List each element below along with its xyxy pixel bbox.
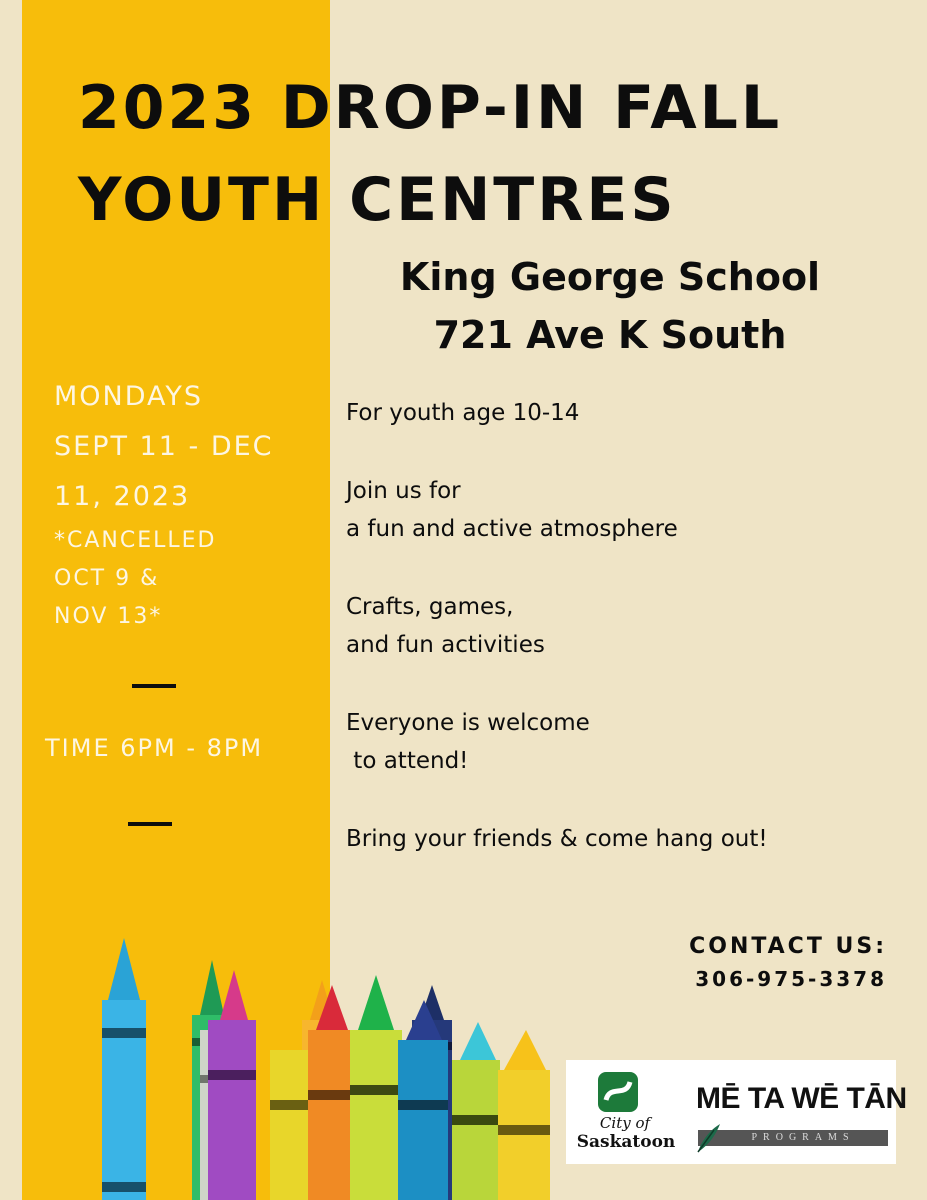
detail-line: Everyone is welcome: [346, 710, 590, 736]
crayon-yellow: [270, 1050, 314, 1200]
divider-dash: [128, 822, 172, 826]
detail-age: [346, 394, 906, 432]
saskatoon-label: Saskatoon: [576, 1132, 676, 1152]
cancellation-note-2: OCT 9 &: [54, 566, 160, 591]
cancellation-note-3: NOV 13*: [54, 604, 163, 629]
metawetan-title: MĒ TA WĒ TĀN: [696, 1082, 907, 1115]
title-line-1: 2023 DROP-IN FALL: [78, 73, 783, 143]
detail-line: to attend!: [346, 748, 469, 774]
crayons-illustration: [80, 930, 560, 1200]
divider-dash: [132, 684, 176, 688]
contact-block: [689, 930, 887, 994]
time-label: TIME 6PM - 8PM: [45, 734, 264, 762]
poster-title: [78, 62, 898, 246]
crayon-blue: [102, 938, 146, 1200]
location-address: 721 Ave K South: [433, 313, 787, 357]
contact-phone: 306-975-3378: [695, 967, 887, 991]
city-of-saskatoon-logo: [566, 1062, 688, 1162]
programs-label: PROGRAMS: [751, 1132, 855, 1143]
location: [360, 248, 860, 364]
cancellation-note-1: *CANCELLED: [54, 528, 217, 553]
city-of-saskatoon-logo-icon: [596, 1070, 640, 1114]
schedule-block: [54, 372, 324, 636]
detail-line: a fun and active atmosphere: [346, 516, 678, 542]
detail-line: and fun activities: [346, 632, 545, 658]
schedule-range-start: SEPT 11 - DEC: [54, 431, 274, 462]
title-line-2: YOUTH CENTRES: [78, 165, 677, 235]
schedule-range-end: 11, 2023: [54, 481, 191, 512]
detail-activities: [346, 588, 906, 664]
details-block: [346, 394, 906, 898]
detail-join: [346, 472, 906, 548]
detail-line: Crafts, games,: [346, 594, 514, 620]
crayon-teal: [452, 1022, 500, 1200]
detail-friends: [346, 820, 906, 858]
contact-label: CONTACT US:: [689, 934, 887, 959]
metawetan-logo: [688, 1062, 907, 1162]
crayon-yellow-front: [498, 1030, 550, 1200]
location-name: King George School: [399, 255, 821, 299]
crayon-green-front: [350, 975, 402, 1200]
detail-line: Join us for: [346, 478, 461, 504]
partner-logos: [566, 1060, 907, 1164]
detail-welcome: [346, 704, 906, 780]
detail-line: Bring your friends & come hang out!: [346, 826, 768, 852]
city-of-label: City of: [599, 1114, 651, 1132]
schedule-day: MONDAYS: [54, 381, 204, 412]
detail-line: For youth age 10-14: [346, 400, 580, 426]
